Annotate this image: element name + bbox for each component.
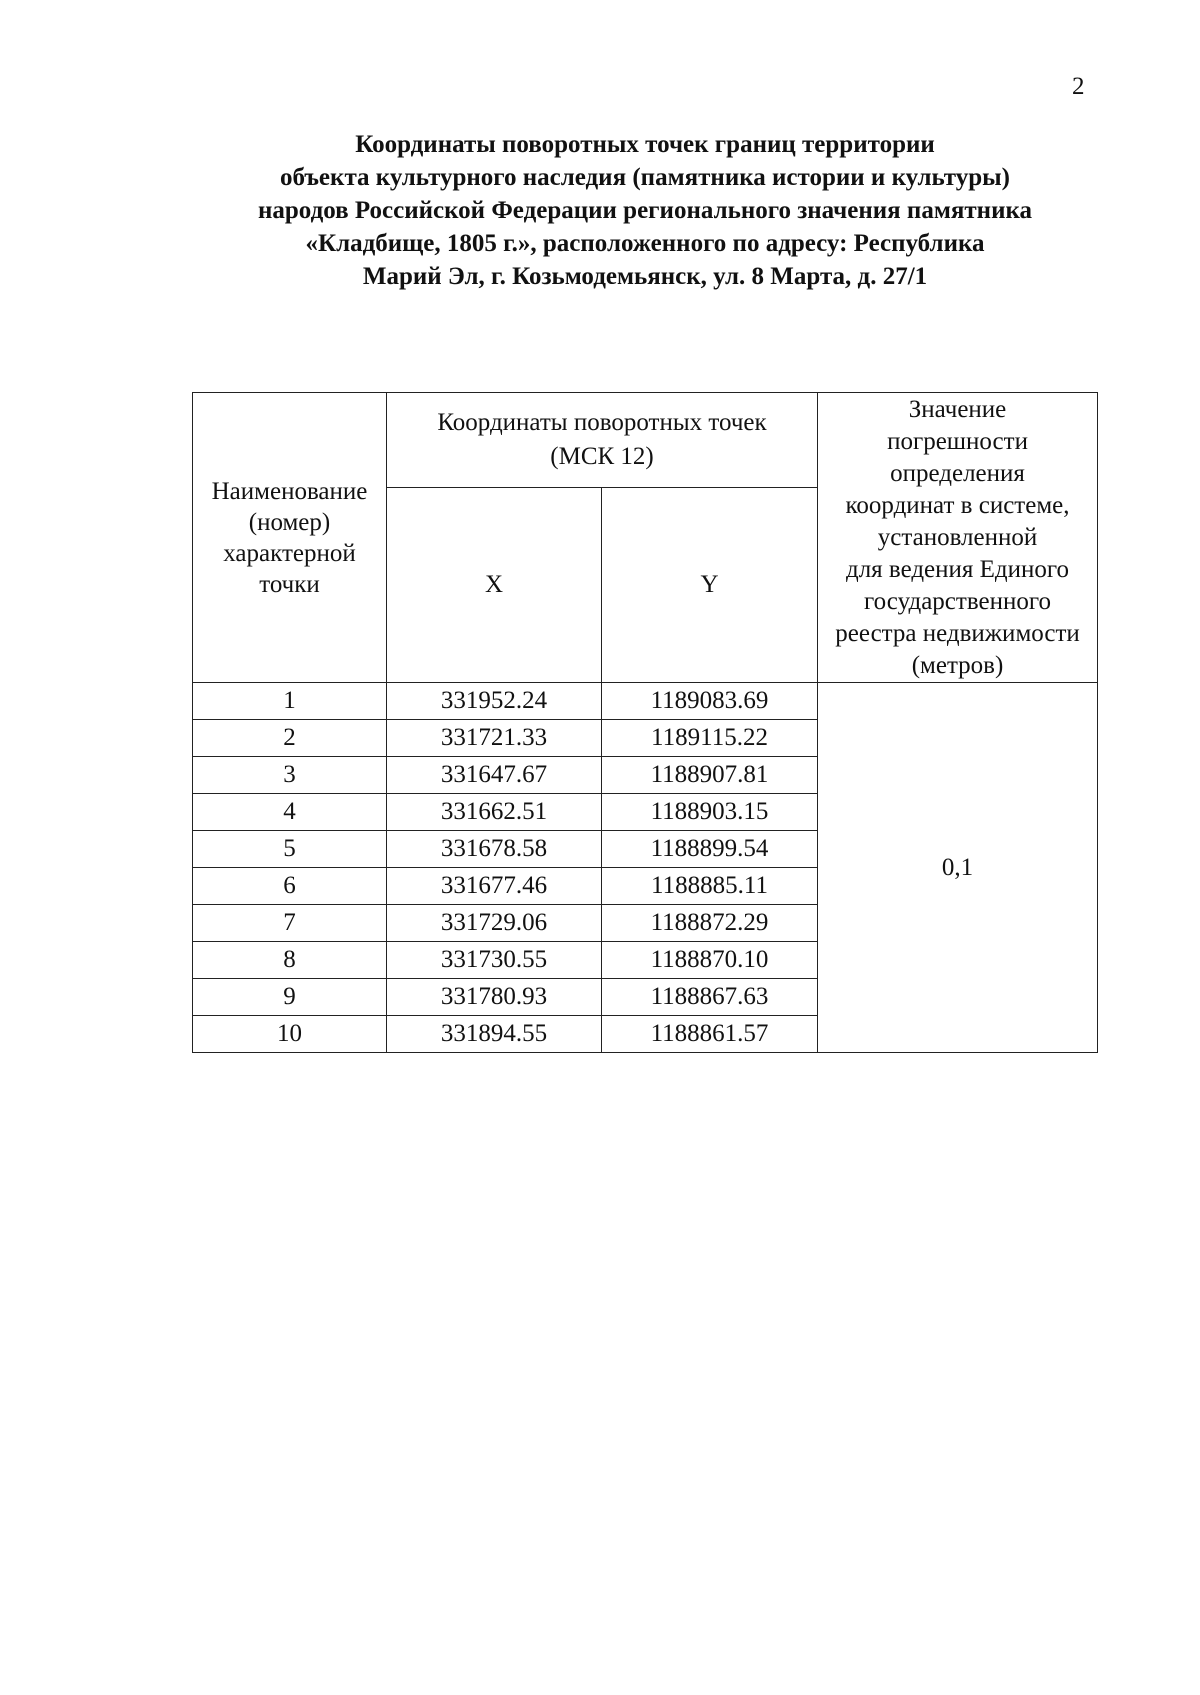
y-cell: 1188907.81 <box>602 757 818 794</box>
header-point-name-line: точки <box>259 570 320 598</box>
page-number: 2 <box>1072 73 1085 100</box>
point-number-cell: 9 <box>193 979 387 1016</box>
header-point-name-line: характерной <box>223 539 356 567</box>
coordinates-table <box>192 392 1098 1053</box>
header-accuracy-line: реестра недвижимости <box>835 619 1080 647</box>
x-cell: 331662.51 <box>387 794 602 831</box>
header-accuracy-line: для ведения Единого <box>845 555 1070 583</box>
title-line: Марий Эл, г. Козьмодемьянск, ул. 8 Марта, д. 27/1 <box>362 263 928 290</box>
y-cell: 1188861.57 <box>602 1016 818 1053</box>
y-cell: 1188903.15 <box>602 794 818 831</box>
header-point-name-line: (номер) <box>248 508 331 536</box>
x-cell: 331678.58 <box>387 831 602 868</box>
header-point-name-line: Наименование <box>211 477 368 505</box>
x-cell: 331780.93 <box>387 979 602 1016</box>
y-cell: 1188872.29 <box>602 905 818 942</box>
title-line: народов Российской Федерации регионального значения памятника <box>258 197 1032 224</box>
point-number-cell: 3 <box>193 757 387 794</box>
point-number-cell: 7 <box>193 905 387 942</box>
point-number-cell: 1 <box>193 683 387 720</box>
y-cell: 1188867.63 <box>602 979 818 1016</box>
x-cell: 331677.46 <box>387 868 602 905</box>
header-row <box>193 393 1098 488</box>
header-coordinates-group <box>387 393 818 488</box>
x-cell: 331952.24 <box>387 683 602 720</box>
point-number-cell: 5 <box>193 831 387 868</box>
header-accuracy-line: Значение <box>908 395 1007 423</box>
table-row <box>193 683 1098 720</box>
title-line: объекта культурного наследия (памятника истории и культуры) <box>279 164 1010 191</box>
y-cell: 1189115.22 <box>602 720 818 757</box>
header-accuracy-line: (метров) <box>911 651 1004 679</box>
title-line: «Кладбище, 1805 г.», расположенного по адресу: Республика <box>305 230 985 257</box>
y-cell: 1188870.10 <box>602 942 818 979</box>
header-accuracy-line: определения <box>890 459 1025 487</box>
point-number-cell: 8 <box>193 942 387 979</box>
header-accuracy-line: установленной <box>877 523 1038 551</box>
x-cell: 331730.55 <box>387 942 602 979</box>
point-number-cell: 6 <box>193 868 387 905</box>
header-accuracy-line: погрешности <box>887 427 1028 455</box>
header-y: Y <box>602 488 818 683</box>
y-cell: 1189083.69 <box>602 683 818 720</box>
header-coordinates-line: Координаты поворотных точек <box>437 409 767 436</box>
point-number-cell: 4 <box>193 794 387 831</box>
accuracy-value-cell: 0,1 <box>818 683 1098 1053</box>
point-number-cell: 10 <box>193 1016 387 1053</box>
header-accuracy <box>818 393 1098 683</box>
document-title <box>150 128 1140 293</box>
x-cell: 331721.33 <box>387 720 602 757</box>
header-coordinates-line: (МСК 12) <box>550 443 654 470</box>
x-cell: 331894.55 <box>387 1016 602 1053</box>
x-cell: 331729.06 <box>387 905 602 942</box>
header-point-name <box>193 393 387 683</box>
y-cell: 1188885.11 <box>602 868 818 905</box>
point-number-cell: 2 <box>193 720 387 757</box>
header-accuracy-line: координат в системе, <box>845 491 1070 519</box>
header-x: X <box>387 488 602 683</box>
x-cell: 331647.67 <box>387 757 602 794</box>
y-cell: 1188899.54 <box>602 831 818 868</box>
title-line: Координаты поворотных точек границ территории <box>355 131 935 158</box>
header-accuracy-line: государственного <box>864 587 1051 615</box>
